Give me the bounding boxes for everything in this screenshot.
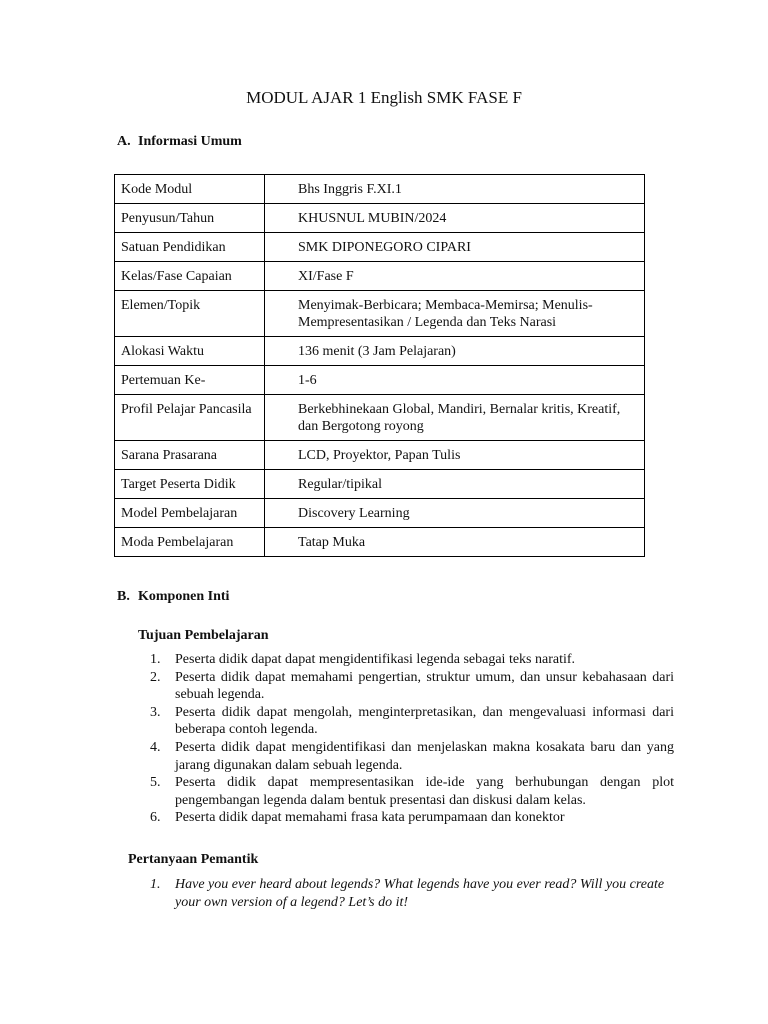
list-number: 1. xyxy=(150,877,161,892)
row-value: Bhs Inggris F.XI.1 xyxy=(265,175,645,204)
list-item xyxy=(150,669,674,704)
table-row xyxy=(115,470,645,499)
list-item xyxy=(150,651,674,669)
section-a-letter: A. xyxy=(117,134,131,149)
row-label: Alokasi Waktu xyxy=(115,337,265,366)
row-label: Kelas/Fase Capaian xyxy=(115,262,265,291)
row-label: Satuan Pendidikan xyxy=(115,233,265,262)
table-row xyxy=(115,528,645,557)
row-label: Profil Pelajar Pancasila xyxy=(115,395,265,441)
row-value: KHUSNUL MUBIN/2024 xyxy=(265,204,645,233)
list-number: 3. xyxy=(150,704,161,720)
row-value: Tatap Muka xyxy=(265,528,645,557)
row-value: Discovery Learning xyxy=(265,499,645,528)
row-label: Sarana Prasarana xyxy=(115,441,265,470)
tujuan-pembelajaran-heading: Tujuan Pembelajaran xyxy=(138,628,269,643)
section-a-heading xyxy=(117,133,242,151)
table-row xyxy=(115,441,645,470)
list-item xyxy=(150,876,670,911)
list-number: 6. xyxy=(150,810,161,826)
row-value: 136 menit (3 Jam Pelajaran) xyxy=(265,337,645,366)
table-row xyxy=(115,204,645,233)
list-text: Peserta didik dapat mengolah, menginterpretasikan, dan mengevaluasi informasi dari beberapa contoh legenda. xyxy=(175,704,674,738)
questions-list xyxy=(150,876,670,911)
list-number: 5. xyxy=(150,775,161,791)
table-row xyxy=(115,499,645,528)
row-label: Penyusun/Tahun xyxy=(115,204,265,233)
row-label: Model Pembelajaran xyxy=(115,499,265,528)
list-item xyxy=(150,774,674,809)
row-label: Elemen/Topik xyxy=(115,291,265,337)
table-row xyxy=(115,337,645,366)
row-label: Kode Modul xyxy=(115,175,265,204)
row-value: Regular/tipikal xyxy=(265,470,645,499)
document-title: MODUL AJAR 1 English SMK FASE F xyxy=(246,88,522,107)
list-number: 2. xyxy=(150,669,161,685)
list-item xyxy=(150,739,674,774)
row-value: SMK DIPONEGORO CIPARI xyxy=(265,233,645,262)
table-row xyxy=(115,233,645,262)
informasi-umum-table xyxy=(114,174,645,557)
list-number: 4. xyxy=(150,739,161,755)
section-b-letter: B. xyxy=(117,589,130,604)
row-value: Menyimak-Berbicara; Membaca-Memirsa; Menulis-Mempresentasikan / Legenda dan Teks Narasi xyxy=(265,291,645,337)
list-text: Peserta didik dapat dapat mengidentifikasi legenda sebagai teks naratif. xyxy=(175,652,576,667)
table-row xyxy=(115,395,645,441)
list-text: Peserta didik dapat mengidentifikasi dan menjelaskan makna kosakata baru dan yang jarang digunakan dalam sebuah legenda. xyxy=(175,739,674,773)
section-a-title: Informasi Umum xyxy=(138,134,242,149)
table-row xyxy=(115,366,645,395)
objectives-list xyxy=(150,651,674,827)
row-label: Target Peserta Didik xyxy=(115,470,265,499)
row-value: LCD, Proyektor, Papan Tulis xyxy=(265,441,645,470)
section-b-heading xyxy=(117,588,229,606)
table-row xyxy=(115,175,645,204)
row-label: Pertemuan Ke- xyxy=(115,366,265,395)
list-item xyxy=(150,704,674,739)
table-row xyxy=(115,291,645,337)
list-item xyxy=(150,809,674,827)
list-text: Peserta didik dapat memahami frasa kata perumpamaan dan konektor xyxy=(175,810,565,826)
list-number: 1. xyxy=(150,652,161,667)
table-row xyxy=(115,262,645,291)
list-text: Peserta didik dapat memahami pengertian, struktur umum, dan unsur kebahasaan dari sebuah legenda. xyxy=(175,669,674,703)
section-b-title: Komponen Inti xyxy=(138,589,230,604)
row-value: XI/Fase F xyxy=(265,262,645,291)
row-value: 1-6 xyxy=(265,366,645,395)
row-label: Moda Pembelajaran xyxy=(115,528,265,557)
row-value: Berkebhinekaan Global, Mandiri, Bernalar kritis, Kreatif, dan Bergotong royong xyxy=(265,395,645,441)
pertanyaan-pemantik-heading: Pertanyaan Pemantik xyxy=(128,852,259,867)
list-text: Peserta didik dapat mempresentasikan ide-ide yang berhubungan dengan plot pengembangan legenda dalam bentuk presentasi dan diskusi dalam kelas. xyxy=(175,775,674,808)
list-text: Have you ever heard about legends? What legends have you ever read? Will you create your own version of a legend? Let’s do it! xyxy=(175,877,665,910)
